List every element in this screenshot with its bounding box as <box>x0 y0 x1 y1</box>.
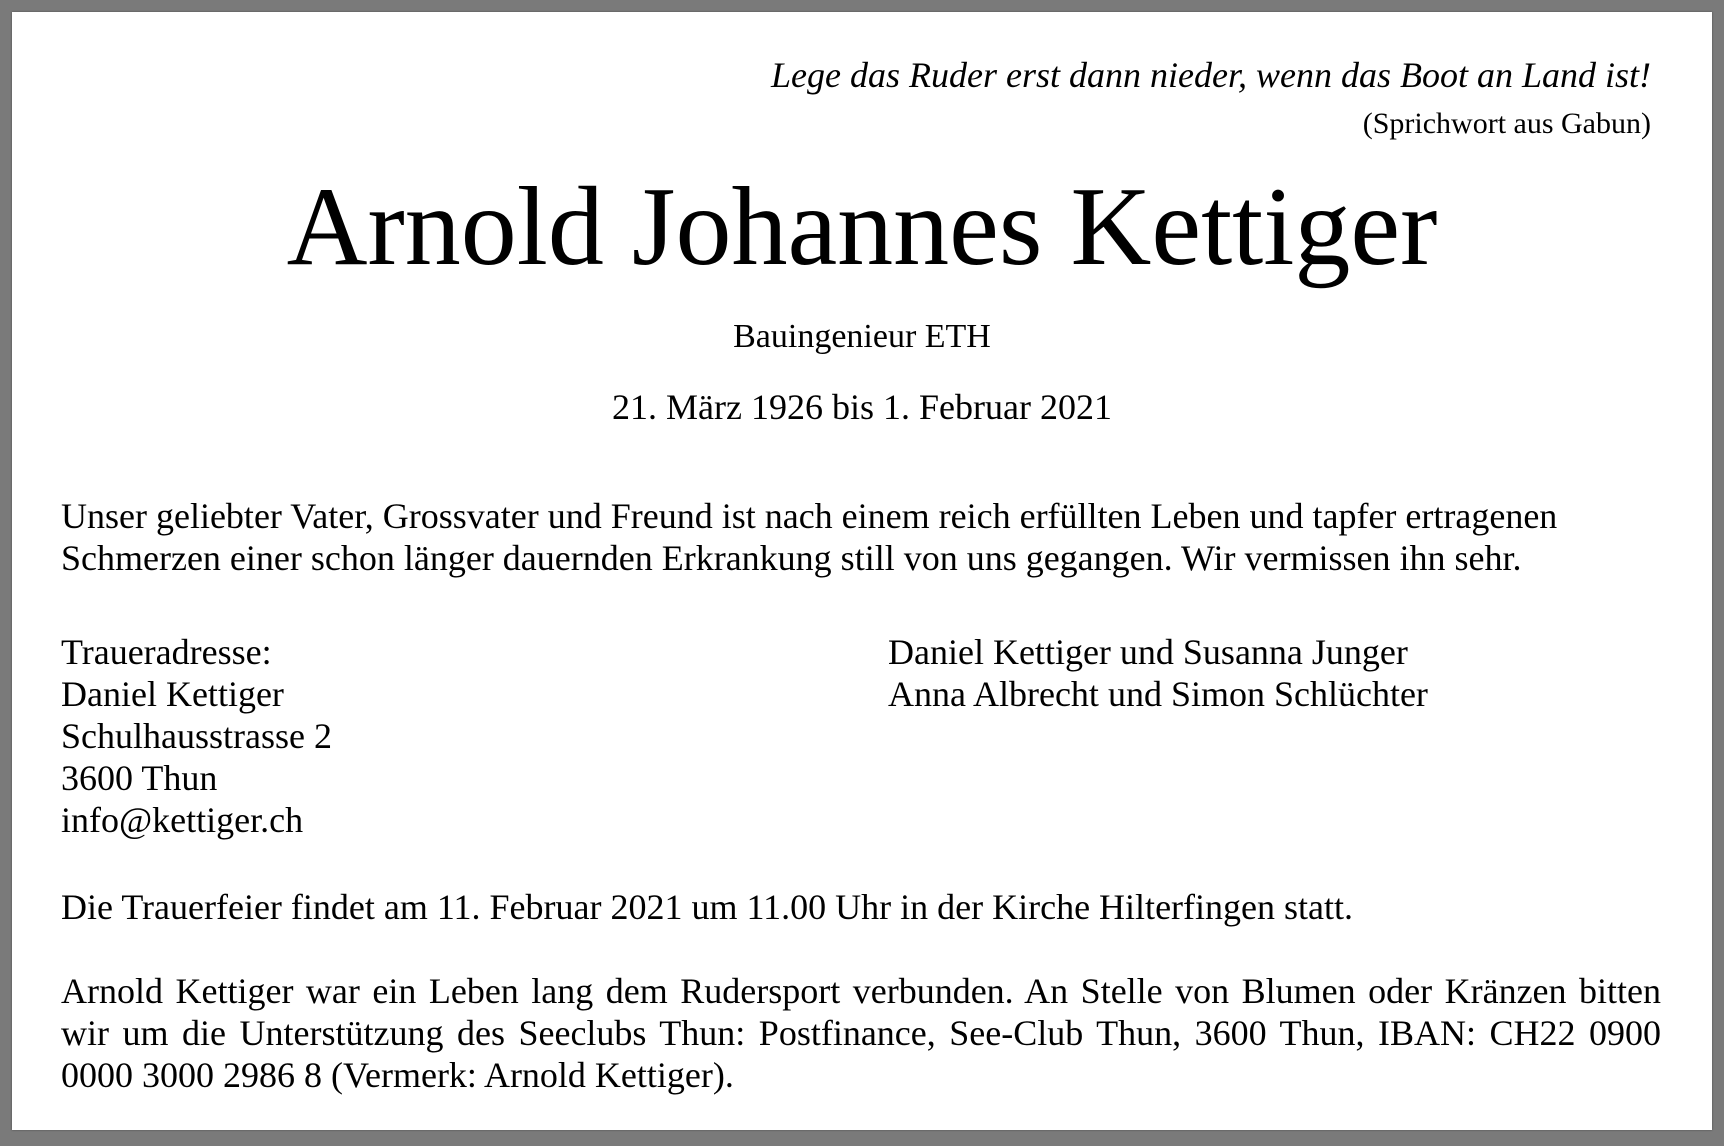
ceremony-notice: Die Trauerfeier findet am 11. Februar 2021 um 11.00 Uhr in der Kirche Hilterfingen statt. <box>61 887 1353 927</box>
family-member: Daniel Kettiger und Susanna Junger <box>888 632 1408 672</box>
mourning-address-city: 3600 Thun <box>61 758 218 798</box>
epigraph-source: (Sprichwort aus Gabun) <box>1362 107 1651 140</box>
family-list <box>888 631 1428 715</box>
epigraph-quote: Lege das Ruder erst dann nieder, wenn das Boot an Land ist! <box>771 55 1651 95</box>
life-dates: 21. März 1926 bis 1. Februar 2021 <box>612 387 1112 427</box>
mourning-address-email: info@kettiger.ch <box>61 800 304 840</box>
donation-notice: Arnold Kettiger war ein Leben lang dem Rudersport verbunden. An Stelle von Blumen oder Kränzen bitten wir um die Unterstützung des Seeclubs Thun: Postfinance, See-Club Thun, 3600 Thun, IBAN: CH22 0900 0000 3000 2986 8 (Vermerk: Arnold Kettiger). <box>61 971 1661 1095</box>
deceased-profession: Bauingenieur ETH <box>733 318 991 355</box>
intro-line: Schmerzen einer schon länger dauernden Erkrankung still von uns gegangen. Wir vermissen ihn sehr. <box>61 538 1522 578</box>
deceased-name: Arnold Johannes Kettiger <box>286 165 1438 289</box>
mourning-address <box>61 631 332 841</box>
mourning-address-street: Schulhausstrasse 2 <box>61 716 332 756</box>
mourning-address-label: Traueradresse: <box>61 632 272 672</box>
obituary-sheet <box>12 12 1712 1130</box>
mourning-address-name: Daniel Kettiger <box>61 674 284 714</box>
intro-paragraph <box>61 495 1661 579</box>
family-member: Anna Albrecht und Simon Schlüchter <box>888 674 1428 714</box>
intro-line: Unser geliebter Vater, Grossvater und Freund ist nach einem reich erfüllten Leben und tapfer ertragenen <box>61 496 1558 536</box>
